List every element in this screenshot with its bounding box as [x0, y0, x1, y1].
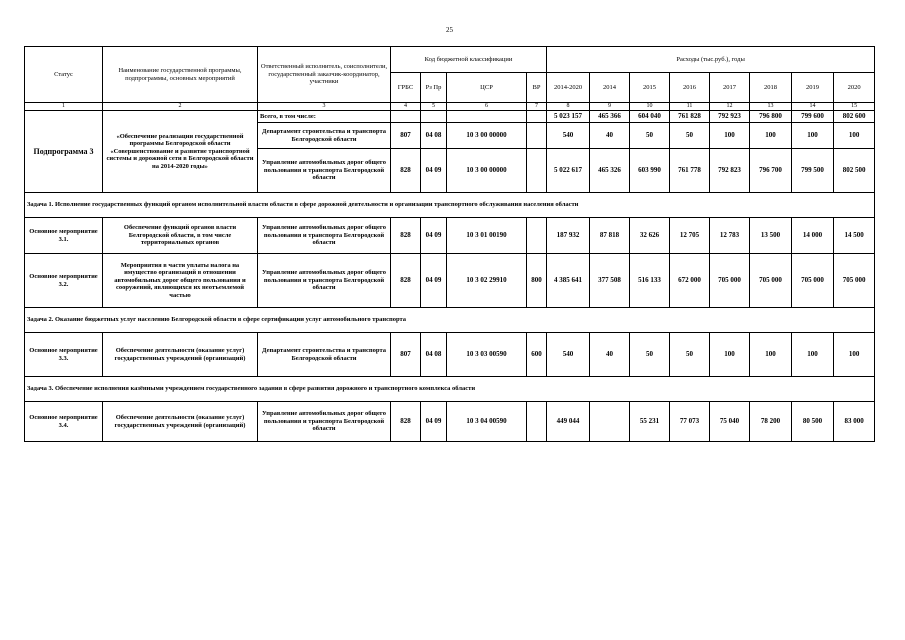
- value-cell: 100: [792, 333, 834, 377]
- empty-cell: [447, 111, 527, 123]
- value-cell: 100: [834, 333, 875, 377]
- rzpr-cell: 04 08: [421, 123, 447, 149]
- subprogram-status: Подпрограмма 3: [25, 111, 103, 193]
- header-year: 2018: [750, 73, 792, 103]
- header-year: 2020: [834, 73, 875, 103]
- executor-cell: Департамент строительства и транспорта Белгородской области: [258, 123, 391, 149]
- value-cell: 672 000: [670, 254, 710, 308]
- header-name: Наименование государственной программы, подпрограммы, основных мероприятий: [103, 47, 258, 103]
- value-cell: 87 818: [590, 218, 630, 254]
- header-rzpr: Рз Пр: [421, 73, 447, 103]
- index-row: [25, 103, 875, 111]
- header-grbs: ГРБС: [391, 73, 421, 103]
- value-cell: 4 385 641: [547, 254, 590, 308]
- subprogram-total-row: [25, 111, 875, 123]
- executor-cell: Управление автомобильных дорог общего пользования и транспорта Белгородской области: [258, 254, 391, 308]
- measure-status: Основное мероприятие 3.3.: [25, 333, 103, 377]
- measure-status: Основное мероприятие 3.1.: [25, 218, 103, 254]
- measure-row: [25, 218, 875, 254]
- vr-cell: 600: [527, 333, 547, 377]
- measure-name: Мероприятия в части уплаты налога на имущество организаций в отношении автомобильных дорог общего пользования и сооружений, являющихся их неотъемлемой частью: [103, 254, 258, 308]
- measure-status: Основное мероприятие 3.4.: [25, 402, 103, 442]
- value-cell: 799 600: [792, 111, 834, 123]
- value-cell: 465 366: [590, 111, 630, 123]
- header-year: 2015: [630, 73, 670, 103]
- page-number: 25: [446, 26, 453, 34]
- index-cell: 8: [547, 103, 590, 111]
- value-cell: 796 800: [750, 111, 792, 123]
- vr-cell: [527, 402, 547, 442]
- header-vr: ВР: [527, 73, 547, 103]
- vr-cell: 800: [527, 254, 547, 308]
- index-cell: 4: [391, 103, 421, 111]
- header-expenses: Расходы (тыс.руб.), годы: [547, 47, 875, 73]
- subprogram-total-label: Всего, в том числе:: [258, 111, 391, 123]
- value-cell: 540: [547, 123, 590, 149]
- index-cell: 7: [527, 103, 547, 111]
- value-cell: 100: [750, 333, 792, 377]
- empty-cell: [391, 111, 421, 123]
- index-cell: 15: [834, 103, 875, 111]
- header-year: 2016: [670, 73, 710, 103]
- rzpr-cell: 04 08: [421, 333, 447, 377]
- vr-cell: [527, 218, 547, 254]
- rzpr-cell: 04 09: [421, 149, 447, 193]
- value-cell: 761 778: [670, 149, 710, 193]
- measure-name: Обеспечение функций органов власти Белгородской области, в том числе территориальных органов: [103, 218, 258, 254]
- index-cell: 10: [630, 103, 670, 111]
- header-csr: ЦСР: [447, 73, 527, 103]
- index-cell: 11: [670, 103, 710, 111]
- grbs-cell: 828: [391, 218, 421, 254]
- value-cell: 705 000: [750, 254, 792, 308]
- index-cell: 13: [750, 103, 792, 111]
- index-cell: 9: [590, 103, 630, 111]
- value-cell: 761 828: [670, 111, 710, 123]
- value-cell: 14 500: [834, 218, 875, 254]
- csr-cell: 10 3 02 29910: [447, 254, 527, 308]
- task-row: [25, 377, 875, 402]
- value-cell: 100: [792, 123, 834, 149]
- measure-row: [25, 402, 875, 442]
- header-row-1: [25, 47, 875, 73]
- value-cell: 100: [710, 123, 750, 149]
- value-cell: 603 990: [630, 149, 670, 193]
- executor-cell: Управление автомобильных дорог общего пользования и транспорта Белгородской области: [258, 218, 391, 254]
- value-cell: [590, 402, 630, 442]
- task-row: [25, 308, 875, 333]
- header-year: 2014-2020: [547, 73, 590, 103]
- value-cell: 78 200: [750, 402, 792, 442]
- value-cell: 75 040: [710, 402, 750, 442]
- index-cell: 3: [258, 103, 391, 111]
- header-status: Статус: [25, 47, 103, 103]
- vr-cell: [527, 123, 547, 149]
- expenses-table: [24, 46, 875, 442]
- csr-cell: 10 3 01 00190: [447, 218, 527, 254]
- value-cell: 377 508: [590, 254, 630, 308]
- csr-cell: 10 3 04 00590: [447, 402, 527, 442]
- index-cell: 12: [710, 103, 750, 111]
- index-cell: 6: [447, 103, 527, 111]
- measure-name: Обеспечение деятельности (оказание услуг) государственных учреждений (организаций): [103, 402, 258, 442]
- value-cell: 83 000: [834, 402, 875, 442]
- value-cell: 187 932: [547, 218, 590, 254]
- measure-status: Основное мероприятие 3.2.: [25, 254, 103, 308]
- value-cell: 5 022 617: [547, 149, 590, 193]
- value-cell: 540: [547, 333, 590, 377]
- executor-cell: Управление автомобильных дорог общего пользования и транспорта Белгородской области: [258, 402, 391, 442]
- value-cell: 13 500: [750, 218, 792, 254]
- csr-cell: 10 3 03 00590: [447, 333, 527, 377]
- subprogram-name: «Обеспечение реализации государственной программы Белгородской области «Совершенствование и развитие транспортной системы и дорожной сети в Белгородской области на 2014-2020 годы»: [103, 111, 258, 193]
- value-cell: 40: [590, 333, 630, 377]
- value-cell: 77 073: [670, 402, 710, 442]
- value-cell: 705 000: [834, 254, 875, 308]
- measure-row: [25, 333, 875, 377]
- header-year: 2017: [710, 73, 750, 103]
- value-cell: 50: [670, 333, 710, 377]
- value-cell: 802 500: [834, 149, 875, 193]
- measure-row: [25, 254, 875, 308]
- executor-cell: Департамент строительства и транспорта Белгородской области: [258, 333, 391, 377]
- value-cell: 32 626: [630, 218, 670, 254]
- grbs-cell: 828: [391, 254, 421, 308]
- value-cell: 55 231: [630, 402, 670, 442]
- grbs-cell: 807: [391, 123, 421, 149]
- vr-cell: [527, 149, 547, 193]
- executor-cell: Управление автомобильных дорог общего пользования и транспорта Белгородской области: [258, 149, 391, 193]
- value-cell: 449 044: [547, 402, 590, 442]
- index-cell: 5: [421, 103, 447, 111]
- grbs-cell: 807: [391, 333, 421, 377]
- csr-cell: 10 3 00 00000: [447, 149, 527, 193]
- rzpr-cell: 04 09: [421, 254, 447, 308]
- value-cell: 799 500: [792, 149, 834, 193]
- rzpr-cell: 04 09: [421, 218, 447, 254]
- task-row: [25, 193, 875, 218]
- value-cell: 705 000: [710, 254, 750, 308]
- header-year: 2014: [590, 73, 630, 103]
- measure-name: Обеспечение деятельности (оказание услуг) государственных учреждений (организаций): [103, 333, 258, 377]
- value-cell: 50: [670, 123, 710, 149]
- value-cell: 792 923: [710, 111, 750, 123]
- value-cell: 796 700: [750, 149, 792, 193]
- value-cell: 100: [750, 123, 792, 149]
- task-title: Задача 2. Оказание бюджетных услуг населению Белгородской области в сфере сертификации услуг автомобильного транспорта: [25, 308, 875, 333]
- header-budget-code: Код бюджетной классификации: [391, 47, 547, 73]
- empty-cell: [527, 111, 547, 123]
- grbs-cell: 828: [391, 402, 421, 442]
- value-cell: 12 705: [670, 218, 710, 254]
- value-cell: 705 000: [792, 254, 834, 308]
- rzpr-cell: 04 09: [421, 402, 447, 442]
- value-cell: 100: [834, 123, 875, 149]
- task-title: Задача 3. Обеспечение исполнения казёнными учреждением государственного задания в сфере развития дорожного и транспортного комплекса области: [25, 377, 875, 402]
- task-title: Задача 1. Исполнение государственных функций органом исполнительной власти области в сфере дорожной деятельности и организации транспортного обслуживания населения области: [25, 193, 875, 218]
- value-cell: 802 600: [834, 111, 875, 123]
- value-cell: 792 823: [710, 149, 750, 193]
- index-cell: 2: [103, 103, 258, 111]
- value-cell: 14 000: [792, 218, 834, 254]
- index-cell: 14: [792, 103, 834, 111]
- value-cell: 50: [630, 333, 670, 377]
- value-cell: 5 023 157: [547, 111, 590, 123]
- value-cell: 604 040: [630, 111, 670, 123]
- empty-cell: [421, 111, 447, 123]
- header-year: 2019: [792, 73, 834, 103]
- csr-cell: 10 3 00 00000: [447, 123, 527, 149]
- header-executor: Ответственный исполнитель, соисполнители, государственный заказчик-координатор, участники: [258, 47, 391, 103]
- value-cell: 50: [630, 123, 670, 149]
- value-cell: 516 133: [630, 254, 670, 308]
- value-cell: 40: [590, 123, 630, 149]
- index-cell: 1: [25, 103, 103, 111]
- value-cell: 100: [710, 333, 750, 377]
- value-cell: 80 500: [792, 402, 834, 442]
- value-cell: 12 783: [710, 218, 750, 254]
- grbs-cell: 828: [391, 149, 421, 193]
- value-cell: 465 326: [590, 149, 630, 193]
